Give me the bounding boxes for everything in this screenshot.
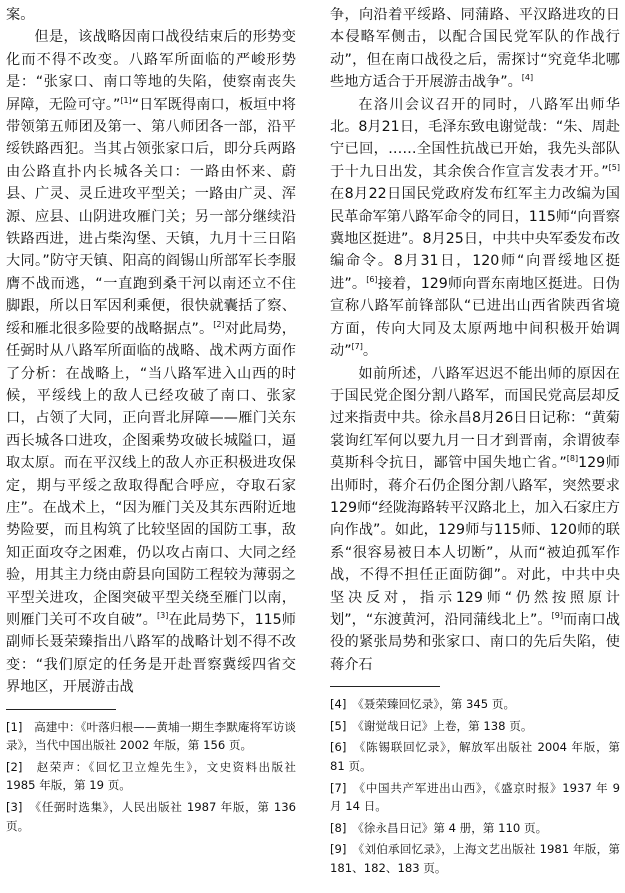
footnote-marker: [2] bbox=[213, 319, 225, 329]
paragraph-text: 而南口战役的紧张局势和张家口、南口的先后失陷，使蒋介石 bbox=[330, 611, 620, 673]
footnote: [2] 赵荣声：《回忆卫立煌先生》，文史资料出版社 1985 年版，第 19 页。 bbox=[6, 759, 296, 793]
paragraph bbox=[330, 94, 620, 363]
footnote-marker: [8] bbox=[566, 454, 579, 464]
right-footnotes bbox=[330, 695, 620, 877]
left-body-text bbox=[6, 4, 296, 699]
right-body-text bbox=[330, 4, 620, 676]
footnote: [5] 《谢觉哉日记》上卷，第 138 页。 bbox=[330, 718, 533, 733]
paragraph-text: 在洛川会议召开的同时，八路军出师华北。8月21日，毛泽东致电谢觉哉：“朱、周赴宁已回，……全国性抗战已开始，我先头部队于十九日出发，其余俟合作宣言发表才开。” bbox=[330, 96, 620, 180]
footnote-marker: [3] bbox=[156, 610, 169, 620]
footnote-marker: [6] bbox=[366, 274, 378, 284]
footnote-marker: [7] bbox=[351, 342, 363, 352]
paragraph bbox=[6, 4, 296, 26]
right-column bbox=[330, 4, 620, 881]
paragraph-text: 如前所述，八路军迟迟不能出师的原因在于国民党企图分割八路军，而国民党高层却反过来指责中共。徐永昌8月26日日记称：“黄菊裳询红军何以要九月一日才到晋南，余谓彼奉莫斯科令抗日，鄙管中国失地亡省。” bbox=[330, 365, 620, 472]
left-footnotes bbox=[6, 718, 296, 836]
footnote: [4] 《聂荣臻回忆录》，第 345 页。 bbox=[330, 697, 516, 712]
paragraph-text: 129师出师时，蒋介石仍企图分割八路军，突然要求129师“经陇海路转平汉路北上，加入石家庄方向作战”。如此，129师与115师、120师的联系“很容易被日本人切断”，从而“被迫孤军作战，不得不担任正面防御”。对此，中共中央坚决反对，指示129师“仍然按照原计划”，“东渡黄河，沿同蒲线北上”。 bbox=[330, 455, 620, 628]
paragraph-text: 在此局势下，115师副师长聂荣臻指出八路军的战略计划不得不改变：“我们原定的任务是开赴晋察冀绥四省交界地区，开展游击战 bbox=[6, 611, 296, 696]
footnote: [9] 《刘伯承回忆录》，上海文艺出版社 1981 年版，第 181、182、183 页。 bbox=[330, 842, 620, 875]
paragraph bbox=[330, 363, 620, 677]
footnote: [7] 《中国共产军进出山西》，《盛京时报》1937 年 9 月 14 日。 bbox=[330, 780, 620, 814]
paragraph bbox=[330, 4, 620, 94]
paragraph-text: 对此局势，任弼时从八路军所面临的战略、战术两方面作了分析：在战略上，“当八路军进入山西的时候，平绥线上的敌人已经攻破了南口、张家口，占领了大同，正向晋北屏障——雁门关东西长城各口进攻，企图乘势攻破长城隘口，逼取太原。而在平汉线上的敌人亦正积极进攻保定，期与平绥之敌取得配合呼应，夺取石家庄”。在战术上，“因为雁门关及其东西附近地势险要，而且构筑了比较坚固的国防工事，敌知正面攻夺之困难，仍以攻占南口、大同之经验，用其主力绕由蔚县向国防工程较为薄弱之平型关进攻，企图突破平型关绕至雁门以南，则雁门关可不攻自破”。 bbox=[6, 320, 296, 628]
paragraph-text: 案。 bbox=[6, 7, 35, 23]
paragraph-text: 接着，129师向晋东南地区挺进。日伪宣称八路军前锋部队“已进出山西省陕西省境方面，传向大同及太原两地中间积极开始调动” bbox=[330, 275, 620, 360]
footnote: [1] 高建中：《叶落归根——黄埔一期生李默庵将军访谈录》，当代中国出版社 2002 年版，第 156 页。 bbox=[6, 719, 296, 753]
paragraph-text: 。 bbox=[362, 343, 378, 360]
paragraph-text: 但是，该战略因南口战役结束后的形势变化而不得不改变。八路军所面临的严峻形势是：“张家口、南口等地的失陷，使察南丧失屏障，无险可守。” bbox=[6, 29, 296, 113]
paragraph bbox=[6, 26, 296, 698]
footnote-divider bbox=[6, 709, 116, 710]
footnote-marker: [1] bbox=[120, 95, 132, 105]
left-column bbox=[6, 4, 296, 838]
paragraph-text: 争，向沿着平绥路、同蒲路、平汉路进攻的日本侵略军侧击，以配合国民党军队的作战行动”，但在南口战役之后，需探讨“究竟华北哪些地方适合于开展游击战争”。 bbox=[330, 7, 620, 91]
paragraph-text: 在8月22日国民党政府发布红军主力改编为国民革命军第八路军命令的同日，115师“向晋察冀地区挺进”。8月25日，中共中央军委发布改编命令。8月31日，120师“向晋绥地区挺进”。 bbox=[330, 186, 620, 292]
footnote-marker: [5] bbox=[608, 162, 620, 172]
footnote: [8] 《徐永昌日记》第 4 册，第 110 页。 bbox=[330, 820, 548, 835]
footnote-divider bbox=[330, 686, 440, 687]
footnote: [3] 《任弼时选集》，人民出版社 1987 年版，第 136 页。 bbox=[6, 799, 296, 833]
footnote: [6] 《陈锡联回忆录》，解放军出版社 2004 年版，第 81 页。 bbox=[330, 740, 620, 773]
footnote-marker: [4] bbox=[521, 73, 534, 83]
paragraph-text: “日军既得南口，板垣中将带领第五师团及第一、第八师团各一部，沿平绥铁路西犯。当其占领张家口后，即分兵两路由公路直扑内长城各关口：一路由怀来、蔚县、广灵、灵丘进攻平型关；一路由广灵、浑源、应县、山阴进攻雁门关；另一部分继续沿铁路西进，进占柴沟堡、天镇，九月十三日陷大同。”防守天镇、阳高的阎锡山所部军长李服膺不战而逃，“一直跑到桑干河以南还立不住脚跟，所以日军因利乘便，很快就囊括了察、绥和雁北很多险要的战略据点”。 bbox=[6, 96, 296, 337]
footnote-marker: [9] bbox=[551, 610, 563, 620]
